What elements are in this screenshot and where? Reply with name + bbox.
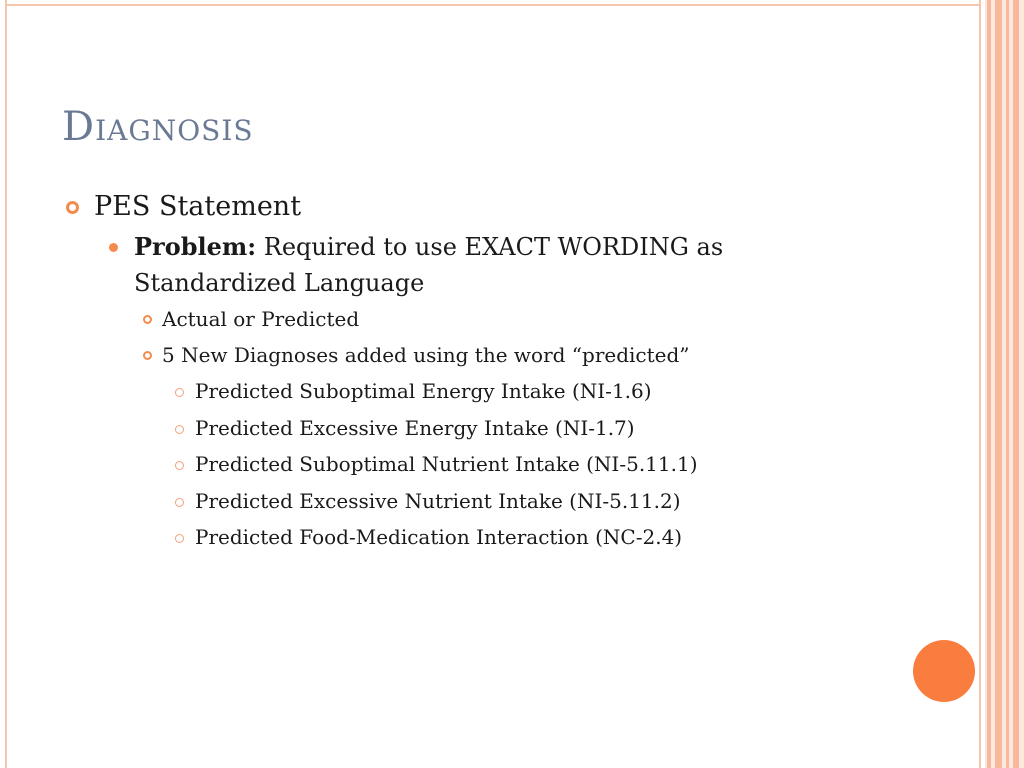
bullet-pes-statement [62, 186, 942, 228]
stripe [1006, 0, 1009, 768]
ring-bullet-icon [175, 425, 184, 434]
frame-top-line [5, 4, 980, 6]
bullet-level4 [62, 483, 942, 520]
bullet-text: Predicted Suboptimal Energy Intake (NI-1.6) [195, 379, 652, 403]
bullet-level4 [62, 410, 942, 447]
bullet-level4 [62, 373, 942, 410]
frame-left-line [5, 0, 7, 768]
frame-right-line [979, 0, 981, 768]
bullet-text: Predicted Excessive Energy Intake (NI-1.7) [195, 415, 635, 440]
ring-bullet-icon [175, 534, 184, 543]
problem-text-line2: Standardized Language [134, 269, 425, 297]
bullet-problem [62, 229, 942, 301]
decorative-circle [913, 640, 975, 702]
ring-bullet-icon [143, 351, 152, 360]
dot-bullet-icon [109, 243, 118, 252]
bullet-text: PES Statement [94, 191, 302, 222]
stripe [995, 0, 1002, 768]
stripe [1013, 0, 1019, 768]
bullet-level4 [62, 446, 942, 483]
bullet-text: Predicted Food-Medication Interaction (NC-2.4) [195, 525, 683, 549]
ring-bullet-icon [143, 315, 152, 324]
ring-bullet-icon [66, 201, 79, 214]
bullet-text: Predicted Suboptimal Nutrient Intake (NI-5.11.1) [195, 452, 698, 476]
bullet-text: Predicted Excessive Nutrient Intake (NI-5.11.2) [195, 488, 681, 513]
problem-label: Problem: [134, 232, 257, 261]
ring-bullet-icon [175, 388, 184, 397]
bullet-level3 [62, 337, 942, 373]
bullet-text: Actual or Predicted [162, 307, 360, 331]
slide-content [62, 186, 942, 556]
bullet-text: 5 New Diagnoses added using the word “predicted” [162, 343, 690, 367]
ring-bullet-icon [175, 498, 184, 507]
bullet-level3 [62, 301, 942, 337]
stripe [987, 0, 991, 768]
bullet-level4 [62, 519, 942, 556]
slide-title: Diagnosis [62, 104, 254, 150]
problem-text-line1: Required to use EXACT WORDING as [256, 233, 724, 261]
ring-bullet-icon [175, 461, 184, 470]
